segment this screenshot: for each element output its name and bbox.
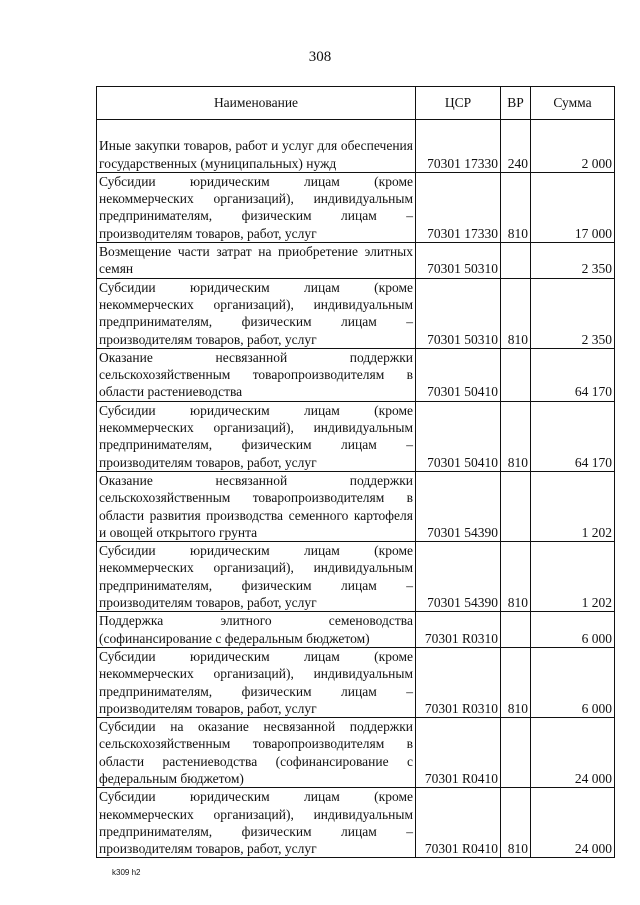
table-body — [97, 120, 615, 858]
cell-sum: 24 000 — [531, 788, 615, 858]
cell-csr: 70301 54390 — [416, 542, 501, 612]
cell-sum: 6 000 — [531, 647, 615, 717]
cell-name: Субсидии юридическим лицам (кроме некоммерческих организаций), индивидуальным предпринимателям, физическим лицам – производителям товаров, работ, услуг — [97, 647, 416, 717]
header-vr: ВР — [501, 87, 531, 120]
cell-vr: 810 — [501, 647, 531, 717]
header-csr: ЦСР — [416, 87, 501, 120]
cell-vr: 810 — [501, 278, 531, 348]
cell-csr: 70301 R0410 — [416, 718, 501, 788]
cell-sum: 1 202 — [531, 471, 615, 541]
table-row — [97, 612, 615, 648]
cell-vr: 240 — [501, 120, 531, 173]
cell-sum: 17 000 — [531, 172, 615, 242]
cell-name: Субсидии юридическим лицам (кроме некоммерческих организаций), индивидуальным предпринимателям, физическим лицам – производителям товаров, работ, услуг — [97, 172, 416, 242]
cell-vr — [501, 471, 531, 541]
cell-name: Иные закупки товаров, работ и услуг для обеспечения государственных (муниципальных) нужд — [97, 120, 416, 173]
cell-csr: 70301 R0310 — [416, 647, 501, 717]
cell-sum: 64 170 — [531, 401, 615, 471]
cell-vr: 810 — [501, 401, 531, 471]
cell-vr: 810 — [501, 788, 531, 858]
cell-name: Субсидии юридическим лицам (кроме некоммерческих организаций), индивидуальным предпринимателям, физическим лицам – производителям товаров, работ, услуг — [97, 788, 416, 858]
cell-name: Субсидии юридическим лицам (кроме некоммерческих организаций), индивидуальным предпринимателям, физическим лицам – производителям товаров, работ, услуг — [97, 401, 416, 471]
budget-table — [96, 86, 615, 858]
table-row — [97, 788, 615, 858]
cell-name: Субсидии юридическим лицам (кроме некоммерческих организаций), индивидуальным предпринимателям, физическим лицам – производителям товаров, работ, услуг — [97, 542, 416, 612]
cell-csr: 70301 50410 — [416, 401, 501, 471]
cell-name: Поддержка элитного семеноводства (софинансирование с федеральным бюджетом) — [97, 612, 416, 648]
cell-sum: 24 000 — [531, 718, 615, 788]
cell-csr: 70301 17330 — [416, 172, 501, 242]
footer-code: k309 h2 — [112, 868, 141, 877]
table-row — [97, 172, 615, 242]
header-name: Наименование — [97, 87, 416, 120]
cell-name: Субсидии на оказание несвязанной поддержки сельскохозяйственным товаропроизводителям в области растениеводства (софинансирование с федеральным бюджетом) — [97, 718, 416, 788]
cell-sum: 2 350 — [531, 278, 615, 348]
cell-vr — [501, 612, 531, 648]
cell-sum: 64 170 — [531, 348, 615, 401]
table-header-row — [97, 87, 615, 120]
table-row — [97, 471, 615, 541]
header-sum: Сумма — [531, 87, 615, 120]
cell-name: Оказание несвязанной поддержки сельскохозяйственным товаропроизводителям в области развития производства семенного картофеля и овощей открытого грунта — [97, 471, 416, 541]
cell-vr: 810 — [501, 172, 531, 242]
cell-csr: 70301 50310 — [416, 243, 501, 279]
cell-csr: 70301 54390 — [416, 471, 501, 541]
cell-csr: 70301 50410 — [416, 348, 501, 401]
table-row — [97, 348, 615, 401]
cell-csr: 70301 17330 — [416, 120, 501, 173]
cell-sum: 6 000 — [531, 612, 615, 648]
table-row — [97, 718, 615, 788]
cell-name: Оказание несвязанной поддержки сельскохозяйственным товаропроизводителям в области растениеводства — [97, 348, 416, 401]
cell-name: Субсидии юридическим лицам (кроме некоммерческих организаций), индивидуальным предпринимателям, физическим лицам – производителям товаров, работ, услуг — [97, 278, 416, 348]
table-row — [97, 243, 615, 279]
cell-vr: 810 — [501, 542, 531, 612]
cell-vr — [501, 348, 531, 401]
table-row — [97, 120, 615, 173]
table-row — [97, 647, 615, 717]
cell-sum: 1 202 — [531, 542, 615, 612]
table-row — [97, 542, 615, 612]
page-number: 308 — [308, 49, 332, 65]
table-row — [97, 401, 615, 471]
cell-vr — [501, 243, 531, 279]
cell-sum: 2 350 — [531, 243, 615, 279]
cell-name: Возмещение части затрат на приобретение элитных семян — [97, 243, 416, 279]
cell-csr: 70301 R0410 — [416, 788, 501, 858]
cell-csr: 70301 50310 — [416, 278, 501, 348]
cell-sum: 2 000 — [531, 120, 615, 173]
cell-vr — [501, 718, 531, 788]
cell-csr: 70301 R0310 — [416, 612, 501, 648]
table-row — [97, 278, 615, 348]
